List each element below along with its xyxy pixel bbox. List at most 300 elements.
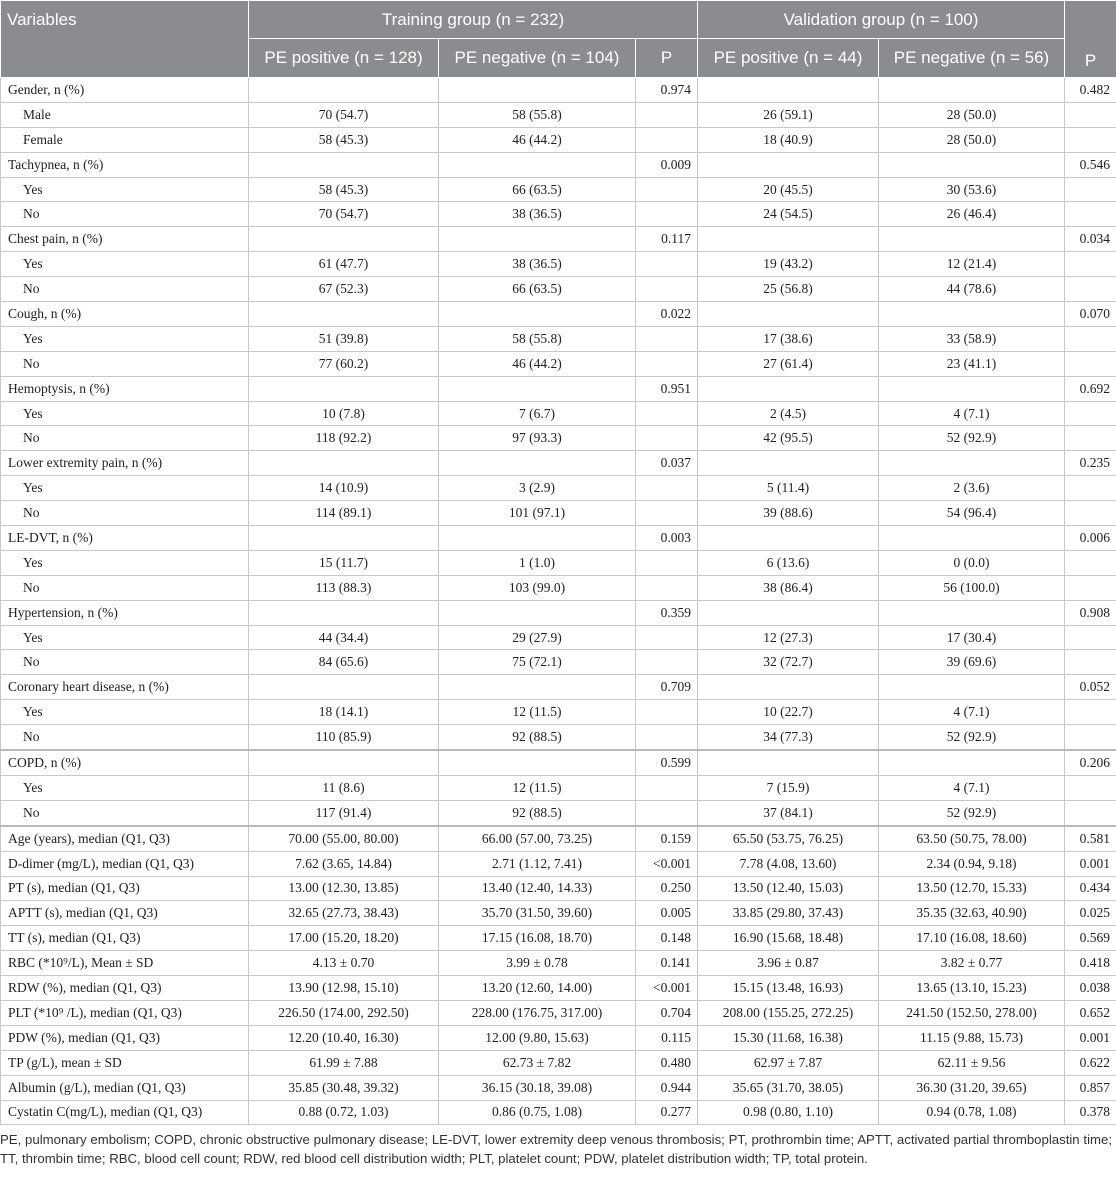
training-p-cell: 0.704 <box>636 1000 698 1025</box>
table-row <box>1 675 1116 700</box>
training-pe-positive-cell: 118 (92.2) <box>249 426 439 451</box>
validation-pe-positive-cell: 12 (27.3) <box>698 625 879 650</box>
table-row <box>1 926 1116 951</box>
training-p-cell <box>636 127 698 152</box>
training-p-cell: <0.001 <box>636 976 698 1001</box>
variable-cell: Yes <box>1 700 249 725</box>
training-pe-negative-cell: 36.15 (30.18, 39.08) <box>439 1075 636 1100</box>
validation-pe-positive-cell: 37 (84.1) <box>698 800 879 825</box>
training-pe-positive-cell: 15 (11.7) <box>249 550 439 575</box>
validation-p-cell: 0.034 <box>1065 227 1116 252</box>
table-row <box>1 202 1116 227</box>
validation-pe-positive-cell <box>698 675 879 700</box>
variable-cell: COPD, n (%) <box>1 750 249 775</box>
validation-pe-positive-cell: 33.85 (29.80, 37.43) <box>698 901 879 926</box>
training-p-cell <box>636 326 698 351</box>
validation-p-cell <box>1065 650 1116 675</box>
training-p-cell <box>636 725 698 750</box>
validation-p-cell <box>1065 625 1116 650</box>
table-row <box>1 951 1116 976</box>
validation-p-cell: 0.006 <box>1065 526 1116 551</box>
table-row <box>1 1000 1116 1025</box>
header-variables: Variables <box>1 1 249 78</box>
validation-pe-negative-cell: 0.94 (0.78, 1.08) <box>879 1100 1065 1125</box>
variable-cell: Female <box>1 127 249 152</box>
validation-p-cell: 0.001 <box>1065 851 1116 876</box>
training-pe-negative-cell: 17.15 (16.08, 18.70) <box>439 926 636 951</box>
training-p-cell <box>636 401 698 426</box>
validation-pe-positive-cell: 42 (95.5) <box>698 426 879 451</box>
training-p-cell <box>636 700 698 725</box>
training-pe-negative-cell: 38 (36.5) <box>439 252 636 277</box>
validation-p-cell: 0.857 <box>1065 1075 1116 1100</box>
training-p-cell <box>636 102 698 127</box>
training-pe-positive-cell: 226.50 (174.00, 292.50) <box>249 1000 439 1025</box>
validation-pe-positive-cell: 65.50 (53.75, 76.25) <box>698 826 879 851</box>
training-pe-negative-cell: 29 (27.9) <box>439 625 636 650</box>
variable-cell: No <box>1 725 249 750</box>
variable-cell: No <box>1 426 249 451</box>
validation-pe-positive-cell: 17 (38.6) <box>698 326 879 351</box>
validation-pe-positive-cell: 35.65 (31.70, 38.05) <box>698 1075 879 1100</box>
training-pe-negative-cell: 38 (36.5) <box>439 202 636 227</box>
table-footnote: PE, pulmonary embolism; COPD, chronic obstructive pulmonary disease; LE-DVT, lower extremity deep venous thrombosis; PT, prothrombin time; APTT, activated partial thromboplastin time; TT, thrombin time; RBC, blood cell count; RDW, red blood cell distribution width; PLT, platelet count; PDW, platelet distribution width; TP, total protein. <box>0 1132 1112 1166</box>
validation-pe-negative-cell <box>879 451 1065 476</box>
validation-pe-positive-cell: 32 (72.7) <box>698 650 879 675</box>
training-pe-positive-cell: 32.65 (27.73, 38.43) <box>249 901 439 926</box>
validation-pe-positive-cell <box>698 302 879 327</box>
table-row <box>1 451 1116 476</box>
training-p-cell: 0.951 <box>636 376 698 401</box>
training-pe-negative-cell: 1 (1.0) <box>439 550 636 575</box>
training-p-cell: 0.117 <box>636 227 698 252</box>
variable-cell: Yes <box>1 775 249 800</box>
training-p-cell: 0.480 <box>636 1050 698 1075</box>
training-pe-negative-cell: 66 (63.5) <box>439 277 636 302</box>
variable-cell: Tachypnea, n (%) <box>1 152 249 177</box>
training-pe-positive-cell: 18 (14.1) <box>249 700 439 725</box>
validation-pe-positive-cell <box>698 227 879 252</box>
variable-cell: Yes <box>1 401 249 426</box>
training-pe-negative-cell <box>439 376 636 401</box>
training-pe-positive-cell: 110 (85.9) <box>249 725 439 750</box>
validation-pe-positive-cell: 7 (15.9) <box>698 775 879 800</box>
training-pe-negative-cell: 3.99 ± 0.78 <box>439 951 636 976</box>
validation-p-cell <box>1065 476 1116 501</box>
validation-pe-negative-cell: 4 (7.1) <box>879 775 1065 800</box>
validation-pe-positive-cell: 13.50 (12.40, 15.03) <box>698 876 879 901</box>
table-row <box>1 1100 1116 1125</box>
training-pe-positive-cell: 61.99 ± 7.88 <box>249 1050 439 1075</box>
validation-p-cell: 0.908 <box>1065 600 1116 625</box>
header-training-group: Training group (n = 232) <box>249 1 698 39</box>
training-pe-positive-cell <box>249 302 439 327</box>
training-pe-positive-cell <box>249 675 439 700</box>
validation-pe-negative-cell: 13.50 (12.70, 15.33) <box>879 876 1065 901</box>
training-pe-negative-cell: 66 (63.5) <box>439 177 636 202</box>
variable-cell: TT (s), median (Q1, Q3) <box>1 926 249 951</box>
table-row <box>1 550 1116 575</box>
variable-cell: Yes <box>1 326 249 351</box>
training-pe-positive-cell <box>249 376 439 401</box>
training-p-cell: 0.037 <box>636 451 698 476</box>
validation-pe-negative-cell: 2.34 (0.94, 9.18) <box>879 851 1065 876</box>
variable-cell: No <box>1 501 249 526</box>
training-p-cell: 0.709 <box>636 675 698 700</box>
table-row <box>1 800 1116 825</box>
training-pe-positive-cell: 51 (39.8) <box>249 326 439 351</box>
table-row <box>1 650 1116 675</box>
variable-cell: PDW (%), median (Q1, Q3) <box>1 1025 249 1050</box>
training-p-cell <box>636 426 698 451</box>
validation-p-cell: 0.235 <box>1065 451 1116 476</box>
variable-cell: RBC (*10⁹/L), Mean ± SD <box>1 951 249 976</box>
variable-cell: Coronary heart disease, n (%) <box>1 675 249 700</box>
training-pe-positive-cell: 10 (7.8) <box>249 401 439 426</box>
validation-pe-positive-cell: 34 (77.3) <box>698 725 879 750</box>
variable-cell: LE-DVT, n (%) <box>1 526 249 551</box>
variable-cell: APTT (s), median (Q1, Q3) <box>1 901 249 926</box>
validation-p-cell: 0.652 <box>1065 1000 1116 1025</box>
training-p-cell: 0.022 <box>636 302 698 327</box>
training-p-cell <box>636 177 698 202</box>
validation-pe-negative-cell <box>879 78 1065 103</box>
training-pe-positive-cell: 70.00 (55.00, 80.00) <box>249 826 439 851</box>
training-p-cell <box>636 277 698 302</box>
training-pe-positive-cell: 117 (91.4) <box>249 800 439 825</box>
validation-pe-positive-cell: 62.97 ± 7.87 <box>698 1050 879 1075</box>
training-pe-negative-cell <box>439 78 636 103</box>
training-p-cell <box>636 800 698 825</box>
validation-pe-positive-cell <box>698 600 879 625</box>
training-pe-positive-cell <box>249 78 439 103</box>
validation-p-cell: 0.418 <box>1065 951 1116 976</box>
validation-pe-negative-cell: 28 (50.0) <box>879 102 1065 127</box>
validation-p-cell <box>1065 326 1116 351</box>
variable-cell: No <box>1 650 249 675</box>
validation-p-cell <box>1065 102 1116 127</box>
table-row <box>1 851 1116 876</box>
training-p-cell <box>636 351 698 376</box>
header-validation-p: P <box>1065 1 1116 78</box>
table-body <box>1 78 1116 1125</box>
validation-pe-negative-cell: 62.11 ± 9.56 <box>879 1050 1065 1075</box>
validation-pe-negative-cell <box>879 376 1065 401</box>
training-p-cell <box>636 476 698 501</box>
header-training-pe-positive: PE positive (n = 128) <box>249 39 439 78</box>
training-pe-positive-cell: 70 (54.7) <box>249 202 439 227</box>
table-row <box>1 575 1116 600</box>
variable-cell: Albumin (g/L), median (Q1, Q3) <box>1 1075 249 1100</box>
table-row <box>1 625 1116 650</box>
validation-pe-negative-cell: 0 (0.0) <box>879 550 1065 575</box>
validation-pe-positive-cell: 7.78 (4.08, 13.60) <box>698 851 879 876</box>
validation-pe-negative-cell: 52 (92.9) <box>879 426 1065 451</box>
training-p-cell <box>636 252 698 277</box>
variable-cell: PT (s), median (Q1, Q3) <box>1 876 249 901</box>
table-row <box>1 177 1116 202</box>
validation-pe-negative-cell: 13.65 (13.10, 15.23) <box>879 976 1065 1001</box>
validation-pe-negative-cell: 4 (7.1) <box>879 401 1065 426</box>
training-pe-negative-cell: 2.71 (1.12, 7.41) <box>439 851 636 876</box>
validation-p-cell <box>1065 426 1116 451</box>
training-pe-negative-cell <box>439 451 636 476</box>
validation-pe-negative-cell: 52 (92.9) <box>879 800 1065 825</box>
validation-p-cell: 0.052 <box>1065 675 1116 700</box>
validation-pe-negative-cell: 39 (69.6) <box>879 650 1065 675</box>
validation-pe-positive-cell <box>698 152 879 177</box>
validation-pe-positive-cell: 26 (59.1) <box>698 102 879 127</box>
validation-pe-negative-cell: 56 (100.0) <box>879 575 1065 600</box>
variable-cell: Yes <box>1 252 249 277</box>
variable-cell: No <box>1 575 249 600</box>
validation-p-cell <box>1065 800 1116 825</box>
validation-pe-negative-cell: 52 (92.9) <box>879 725 1065 750</box>
validation-p-cell <box>1065 202 1116 227</box>
validation-pe-negative-cell <box>879 302 1065 327</box>
validation-p-cell: 0.038 <box>1065 976 1116 1001</box>
validation-pe-positive-cell: 3.96 ± 0.87 <box>698 951 879 976</box>
validation-p-cell <box>1065 501 1116 526</box>
training-p-cell <box>636 501 698 526</box>
validation-pe-negative-cell: 30 (53.6) <box>879 177 1065 202</box>
training-pe-positive-cell: 14 (10.9) <box>249 476 439 501</box>
variable-cell: Cough, n (%) <box>1 302 249 327</box>
validation-pe-positive-cell: 2 (4.5) <box>698 401 879 426</box>
validation-pe-positive-cell: 27 (61.4) <box>698 351 879 376</box>
training-pe-negative-cell: 58 (55.8) <box>439 102 636 127</box>
validation-pe-positive-cell: 39 (88.6) <box>698 501 879 526</box>
validation-pe-positive-cell <box>698 78 879 103</box>
training-pe-positive-cell: 13.90 (12.98, 15.10) <box>249 976 439 1001</box>
validation-pe-negative-cell <box>879 675 1065 700</box>
validation-pe-positive-cell: 16.90 (15.68, 18.48) <box>698 926 879 951</box>
training-pe-positive-cell: 113 (88.3) <box>249 575 439 600</box>
validation-pe-negative-cell: 54 (96.4) <box>879 501 1065 526</box>
variable-cell: TP (g/L), mean ± SD <box>1 1050 249 1075</box>
validation-pe-negative-cell: 33 (58.9) <box>879 326 1065 351</box>
training-pe-negative-cell: 46 (44.2) <box>439 351 636 376</box>
training-pe-negative-cell: 75 (72.1) <box>439 650 636 675</box>
training-pe-positive-cell: 0.88 (0.72, 1.03) <box>249 1100 439 1125</box>
training-p-cell <box>636 625 698 650</box>
training-pe-positive-cell <box>249 750 439 775</box>
header-validation-pe-positive: PE positive (n = 44) <box>698 39 879 78</box>
validation-p-cell <box>1065 700 1116 725</box>
validation-p-cell: 0.206 <box>1065 750 1116 775</box>
training-pe-positive-cell: 70 (54.7) <box>249 102 439 127</box>
table-row <box>1 351 1116 376</box>
validation-p-cell: 0.622 <box>1065 1050 1116 1075</box>
table-row <box>1 976 1116 1001</box>
table-row <box>1 476 1116 501</box>
table-row <box>1 152 1116 177</box>
training-p-cell: 0.009 <box>636 152 698 177</box>
training-pe-negative-cell: 97 (93.3) <box>439 426 636 451</box>
training-pe-negative-cell: 12.00 (9.80, 15.63) <box>439 1025 636 1050</box>
validation-p-cell: 0.482 <box>1065 78 1116 103</box>
training-pe-negative-cell: 3 (2.9) <box>439 476 636 501</box>
training-pe-negative-cell: 228.00 (176.75, 317.00) <box>439 1000 636 1025</box>
training-pe-positive-cell: 58 (45.3) <box>249 127 439 152</box>
table-row <box>1 1075 1116 1100</box>
variable-cell: Yes <box>1 550 249 575</box>
training-p-cell: 0.005 <box>636 901 698 926</box>
validation-pe-positive-cell: 15.30 (11.68, 16.38) <box>698 1025 879 1050</box>
training-p-cell: <0.001 <box>636 851 698 876</box>
validation-pe-negative-cell <box>879 227 1065 252</box>
variable-cell: Age (years), median (Q1, Q3) <box>1 826 249 851</box>
validation-pe-negative-cell: 12 (21.4) <box>879 252 1065 277</box>
validation-pe-negative-cell: 17.10 (16.08, 18.60) <box>879 926 1065 951</box>
table-row <box>1 302 1116 327</box>
training-p-cell: 0.250 <box>636 876 698 901</box>
training-pe-negative-cell <box>439 152 636 177</box>
table-row <box>1 277 1116 302</box>
training-p-cell: 0.148 <box>636 926 698 951</box>
training-p-cell: 0.944 <box>636 1075 698 1100</box>
training-pe-negative-cell <box>439 227 636 252</box>
header-training-pe-negative: PE negative (n = 104) <box>439 39 636 78</box>
table-row <box>1 426 1116 451</box>
validation-p-cell: 0.581 <box>1065 826 1116 851</box>
table-row <box>1 127 1116 152</box>
variable-cell: Lower extremity pain, n (%) <box>1 451 249 476</box>
variable-cell: Male <box>1 102 249 127</box>
validation-p-cell <box>1065 725 1116 750</box>
table-row <box>1 750 1116 775</box>
training-pe-negative-cell: 62.73 ± 7.82 <box>439 1050 636 1075</box>
training-pe-positive-cell: 17.00 (15.20, 18.20) <box>249 926 439 951</box>
training-pe-positive-cell: 44 (34.4) <box>249 625 439 650</box>
validation-p-cell <box>1065 351 1116 376</box>
training-p-cell <box>636 575 698 600</box>
training-p-cell <box>636 550 698 575</box>
training-pe-positive-cell <box>249 451 439 476</box>
training-pe-negative-cell: 7 (6.7) <box>439 401 636 426</box>
validation-pe-positive-cell: 25 (56.8) <box>698 277 879 302</box>
validation-p-cell: 0.070 <box>1065 302 1116 327</box>
validation-p-cell <box>1065 550 1116 575</box>
validation-p-cell: 0.025 <box>1065 901 1116 926</box>
validation-pe-negative-cell: 2 (3.6) <box>879 476 1065 501</box>
header-training-p: P <box>636 39 698 78</box>
validation-pe-positive-cell: 0.98 (0.80, 1.10) <box>698 1100 879 1125</box>
variable-cell: D-dimer (mg/L), median (Q1, Q3) <box>1 851 249 876</box>
training-pe-negative-cell <box>439 600 636 625</box>
header-validation-group: Validation group (n = 100) <box>698 1 1065 39</box>
validation-p-cell <box>1065 252 1116 277</box>
validation-pe-negative-cell: 44 (78.6) <box>879 277 1065 302</box>
variable-cell: PLT (*10⁹ /L), median (Q1, Q3) <box>1 1000 249 1025</box>
training-pe-positive-cell: 4.13 ± 0.70 <box>249 951 439 976</box>
validation-p-cell: 0.692 <box>1065 376 1116 401</box>
variable-cell: Yes <box>1 177 249 202</box>
validation-pe-positive-cell: 15.15 (13.48, 16.93) <box>698 976 879 1001</box>
validation-p-cell <box>1065 401 1116 426</box>
validation-p-cell: 0.378 <box>1065 1100 1116 1125</box>
training-pe-negative-cell <box>439 302 636 327</box>
training-pe-negative-cell: 12 (11.5) <box>439 775 636 800</box>
validation-pe-positive-cell: 10 (22.7) <box>698 700 879 725</box>
table-row <box>1 326 1116 351</box>
training-pe-negative-cell: 46 (44.2) <box>439 127 636 152</box>
validation-pe-negative-cell: 26 (46.4) <box>879 202 1065 227</box>
training-pe-negative-cell: 13.40 (12.40, 14.33) <box>439 876 636 901</box>
validation-pe-positive-cell: 208.00 (155.25, 272.25) <box>698 1000 879 1025</box>
training-pe-positive-cell <box>249 227 439 252</box>
validation-p-cell <box>1065 575 1116 600</box>
validation-pe-negative-cell: 35.35 (32.63, 40.90) <box>879 901 1065 926</box>
table-row <box>1 501 1116 526</box>
training-p-cell: 0.141 <box>636 951 698 976</box>
training-pe-positive-cell: 35.85 (30.48, 39.32) <box>249 1075 439 1100</box>
validation-pe-negative-cell: 3.82 ± 0.77 <box>879 951 1065 976</box>
variable-cell: No <box>1 351 249 376</box>
training-pe-negative-cell: 101 (97.1) <box>439 501 636 526</box>
training-pe-positive-cell: 7.62 (3.65, 14.84) <box>249 851 439 876</box>
header-validation-pe-negative: PE negative (n = 56) <box>879 39 1065 78</box>
validation-p-cell <box>1065 177 1116 202</box>
training-pe-negative-cell: 12 (11.5) <box>439 700 636 725</box>
table-row <box>1 252 1116 277</box>
validation-pe-negative-cell: 17 (30.4) <box>879 625 1065 650</box>
training-pe-positive-cell: 11 (8.6) <box>249 775 439 800</box>
table-row <box>1 826 1116 851</box>
validation-pe-negative-cell <box>879 750 1065 775</box>
variable-cell: Chest pain, n (%) <box>1 227 249 252</box>
training-p-cell: 0.115 <box>636 1025 698 1050</box>
table-row <box>1 1050 1116 1075</box>
validation-pe-positive-cell <box>698 376 879 401</box>
validation-p-cell: 0.569 <box>1065 926 1116 951</box>
table-row <box>1 227 1116 252</box>
table-row <box>1 526 1116 551</box>
table-row <box>1 600 1116 625</box>
table-row <box>1 775 1116 800</box>
training-p-cell: 0.974 <box>636 78 698 103</box>
table-row <box>1 901 1116 926</box>
training-p-cell: 0.277 <box>636 1100 698 1125</box>
validation-pe-negative-cell: 23 (41.1) <box>879 351 1065 376</box>
validation-pe-negative-cell: 63.50 (50.75, 78.00) <box>879 826 1065 851</box>
training-p-cell: 0.359 <box>636 600 698 625</box>
validation-pe-negative-cell: 241.50 (152.50, 278.00) <box>879 1000 1065 1025</box>
validation-pe-positive-cell <box>698 451 879 476</box>
validation-p-cell: 0.001 <box>1065 1025 1116 1050</box>
table-row <box>1 1025 1116 1050</box>
table-row <box>1 401 1116 426</box>
table-row <box>1 876 1116 901</box>
table-row <box>1 376 1116 401</box>
training-pe-positive-cell <box>249 526 439 551</box>
validation-pe-negative-cell: 4 (7.1) <box>879 700 1065 725</box>
validation-pe-negative-cell <box>879 152 1065 177</box>
training-pe-positive-cell: 61 (47.7) <box>249 252 439 277</box>
table-row <box>1 725 1116 750</box>
variable-cell: No <box>1 800 249 825</box>
variable-cell: No <box>1 277 249 302</box>
validation-pe-negative-cell <box>879 600 1065 625</box>
variable-cell: No <box>1 202 249 227</box>
validation-p-cell: 0.434 <box>1065 876 1116 901</box>
variable-cell: Gender, n (%) <box>1 78 249 103</box>
validation-p-cell <box>1065 775 1116 800</box>
training-p-cell: 0.599 <box>636 750 698 775</box>
training-pe-negative-cell: 58 (55.8) <box>439 326 636 351</box>
variable-cell: Yes <box>1 625 249 650</box>
table-row <box>1 102 1116 127</box>
